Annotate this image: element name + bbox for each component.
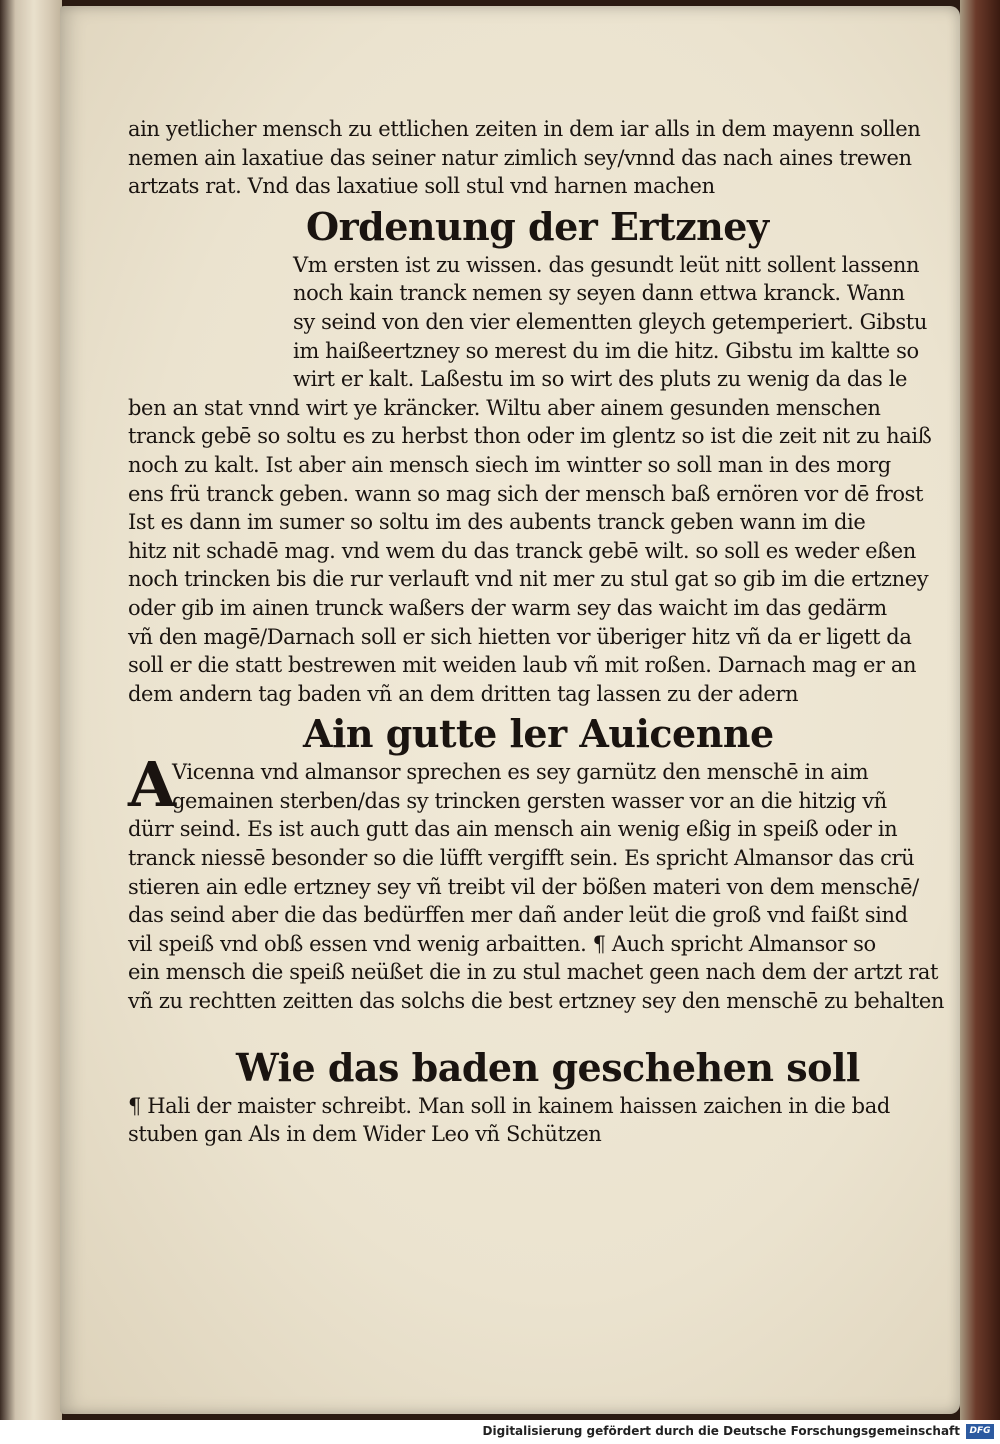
text-line: ein mensch die speiß neüßet die in zu stul machet geen nach dem der artzt rat	[128, 960, 939, 985]
decorated-initial: A	[128, 748, 176, 822]
text-line: nemen ain laxatiue das seiner natur zimlich sey/vnnd das nach aines trewen	[128, 145, 912, 170]
text-line: stieren ain edle ertzney sey vñ treibt vil der bößen materi von dem menschē/	[128, 874, 919, 899]
heading-auicenne: Ain gutte ler Auicenne	[303, 711, 774, 757]
text-line: vil speiß vnd obß essen vnd wenig arbaitten. ¶ Auch spricht Almansor so	[128, 931, 876, 956]
text-line: hitz nit schadē mag. vnd wem du das tranck gebē wilt. so soll es weder eßen	[128, 538, 916, 563]
page-text	[128, 115, 945, 1149]
text-line: ain yetlicher mensch zu ettlichen zeiten in dem iar alls in dem mayenn sollen	[128, 117, 921, 141]
book-spine	[0, 0, 62, 1420]
text-line: sy seind von den vier elementten gleych getemperiert. Gibstu	[293, 309, 927, 334]
text-line: artzats rat. Vnd das laxatiue soll stul vnd harnen machen	[128, 174, 715, 199]
paragraph-2	[128, 251, 932, 709]
text-line: ens frü tranck geben. wann so mag sich der mensch baß ernören vor dē frost	[128, 481, 924, 506]
text-line: noch kain tranck nemen sy seyen dann ettwa kranck. Wann	[293, 281, 905, 306]
paragraph-1	[128, 115, 921, 201]
dfg-logo: DFG	[966, 1424, 994, 1439]
book-edge	[960, 0, 1000, 1420]
text-line: noch trincken bis die rur verlauft vnd nit mer zu stul gat so gib im die ertzney	[128, 567, 929, 592]
text-line: wirt er kalt. Laßestu im so wirt des pluts zu wenig da das le	[293, 367, 908, 392]
text-line: ben an stat vnnd wirt ye kräncker. Wiltu aber ainem gesunden menschen	[128, 395, 881, 420]
text-line: Vm ersten ist zu wissen. das gesundt leüt nitt sollent lassenn	[293, 252, 920, 277]
heading-baden: Wie das baden geschehen soll	[236, 1044, 860, 1090]
text-line: stuben gan Als in dem Wider Leo vñ Schützen	[128, 1122, 602, 1147]
paragraph-3	[128, 748, 945, 1015]
heading-ordenung: Ordenung der Ertzney	[306, 203, 769, 249]
text-line: dem andern tag baden vñ an dem dritten tag lassen zu der adern	[128, 681, 799, 706]
text-line: vñ zu rechtten zeitten das solchs die best ertzney sey den menschē zu behalten	[128, 989, 945, 1014]
text-line: tranck gebē so soltu es zu herbst thon oder im glentz so ist die zeit nit zu haiß	[128, 424, 932, 449]
text-line: tranck niessē besonder so die lüfft vergifft sein. Es spricht Almansor das crü	[128, 846, 915, 871]
text-line: vñ den magē/Darnach soll er sich hietten vor überiger hitz vñ da er ligett da	[128, 624, 912, 649]
text-line: Ist es dann im sumer so soltu im des aubents tranck geben wann im die	[128, 510, 866, 535]
text-line: noch zu kalt. Ist aber ain mensch siech im wintter so soll man in des morg	[128, 452, 891, 477]
paragraph-4	[128, 1092, 903, 1149]
text-line: oder gib im ainen trunck waßers der warm sey das waicht im das gedärm	[128, 595, 887, 620]
footer-bar	[0, 1420, 1000, 1444]
text-line: gemainen sterben/das sy trincken gersten wasser vor an die hitzig vñ	[172, 788, 887, 813]
text-line: im haißeertzney so merest du im die hitz. Gibstu im kaltte so	[293, 338, 919, 363]
text-line: dürr seind. Es ist auch gutt das ain mensch ain wenig eßig in speiß oder in	[128, 817, 898, 842]
text-line: Vicenna vnd almansor sprechen es sey garnütz den menschē in aim	[172, 760, 869, 785]
text-line: das seind aber die das bedürffen mer dañ ander leüt die groß vnd faißt sind	[128, 903, 908, 928]
text-line: soll er die statt bestrewen mit weiden laub vñ mit roßen. Darnach mag er an	[128, 653, 917, 678]
funding-credit: Digitalisierung gefördert durch die Deutsche Forschungsgemeinschaft	[482, 1424, 960, 1438]
text-line: ¶ Hali der maister schreibt. Man soll in kainem haissen zaichen in die bad	[128, 1093, 890, 1118]
